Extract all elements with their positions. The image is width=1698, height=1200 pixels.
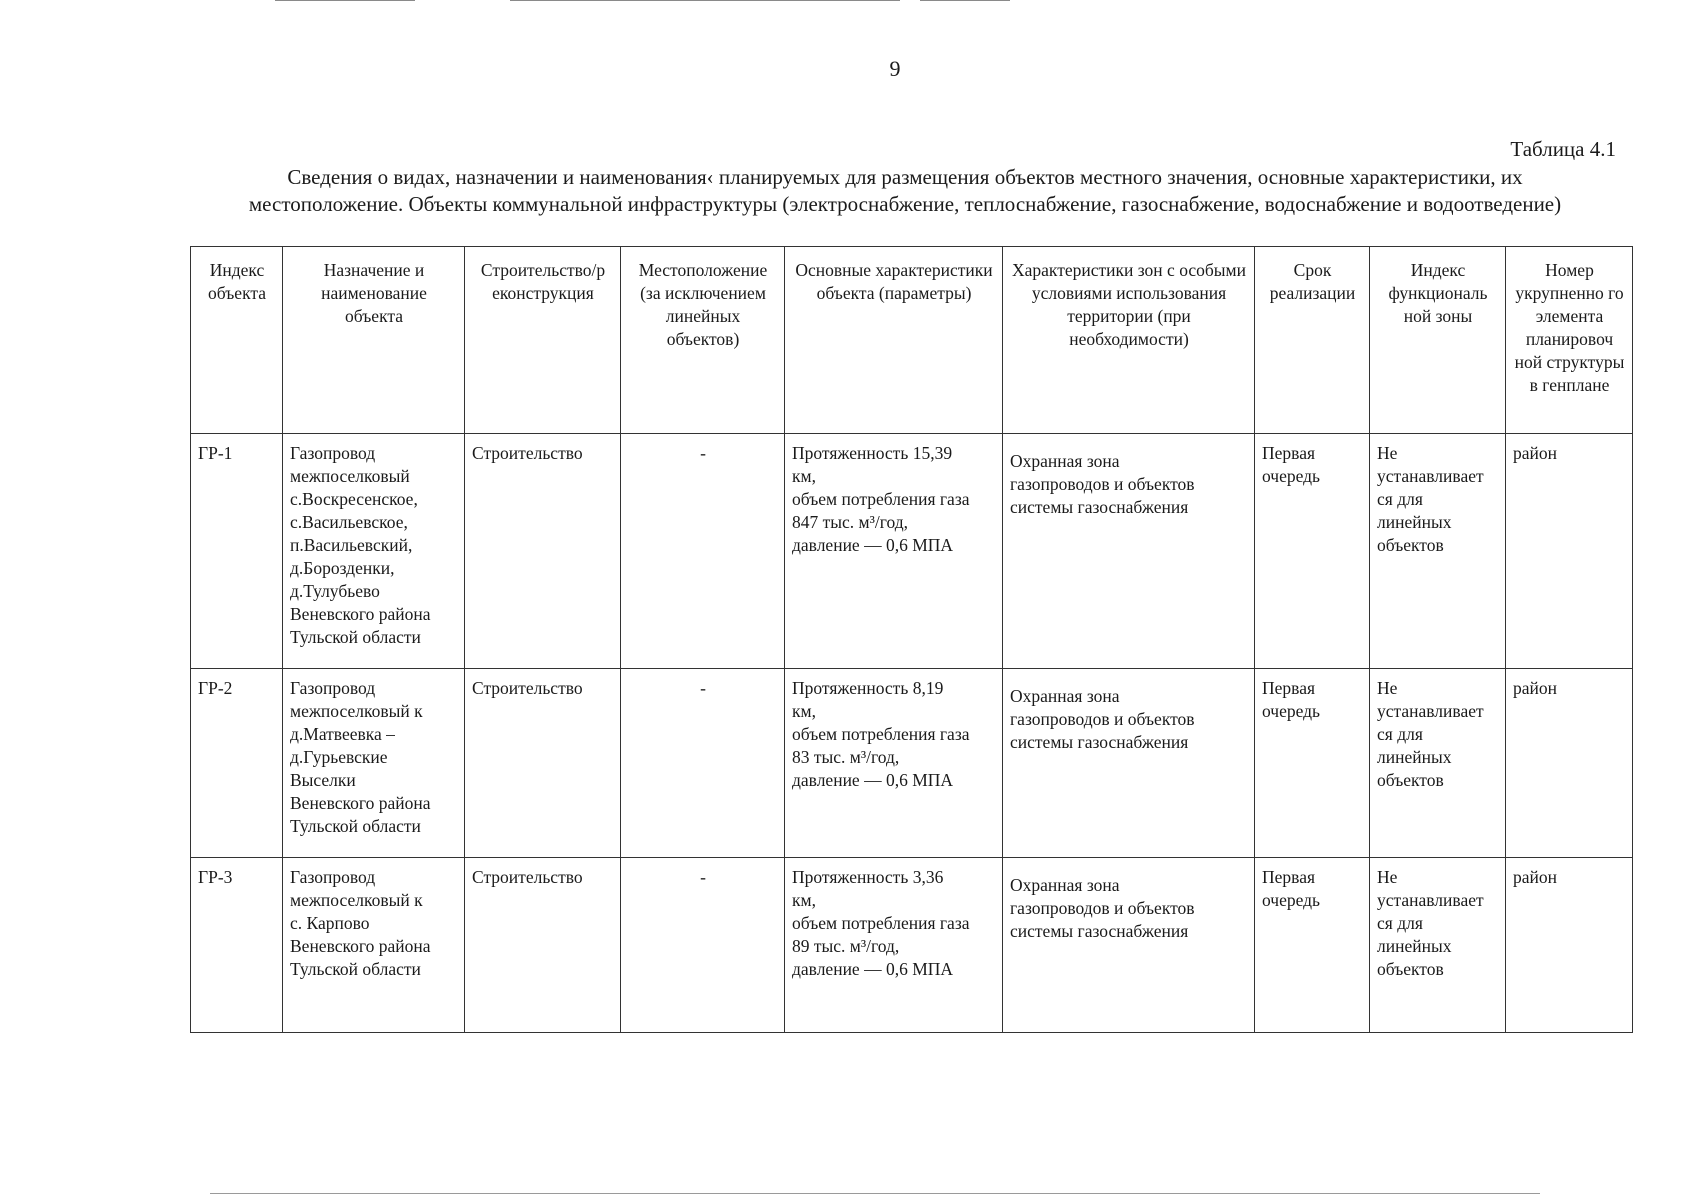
cell-construction: Строительство [465,434,621,669]
cell-construction: Строительство [465,669,621,858]
cell-term: Первая очередь [1255,858,1370,1033]
header-name: Назначение и наименование объекта [283,247,465,434]
table-title: Сведения о видах, назначении и наименования‹ планируемых для размещения объектов местного значения, основные характеристики, их местоположение. Объекты коммунальной инфраструктуры (электроснабжение, теплоснабжение, газоснабжение, водоснабжение и водоотведение) [248,165,1562,216]
scan-artifact-line [510,0,900,1]
table-header-row [191,247,1633,434]
cell-name: Газопровод межпоселковый к д.Матвеевка – д.Гурьевские Выселки Веневского района Тульской области [283,669,465,858]
cell-structure-number: район [1506,434,1633,669]
cell-zones: Охранная зона газопроводов и объектов системы газоснабжения [1003,434,1255,669]
cell-functional-zone: Не устанавливает ся для линейных объектов [1370,669,1506,858]
header-characteristics: Основные характеристики объекта (параметры) [785,247,1003,434]
table-row [191,858,1633,1033]
table-row [191,434,1633,669]
cell-zones: Охранная зона газопроводов и объектов системы газоснабжения [1003,669,1255,858]
cell-name: Газопровод межпоселковый с.Воскресенское, с.Васильевское, п.Васильевский, д.Борозденки, д.Тулубьево Веневского района Тульской области [283,434,465,669]
table-row [191,669,1633,858]
scan-artifact-line [920,0,1010,1]
cell-location: - [621,669,785,858]
cell-zones: Охранная зона газопроводов и объектов системы газоснабжения [1003,858,1255,1033]
cell-index: ГР-2 [191,669,283,858]
cell-location: - [621,434,785,669]
cell-name: Газопровод межпоселковый к с. Карпово Веневского района Тульской области [283,858,465,1033]
scan-artifact-line [275,0,415,1]
header-index: Индекс объекта [191,247,283,434]
table-caption: Таблица 4.1 [1510,137,1616,161]
data-table [190,246,1633,1033]
cell-term: Первая очередь [1255,669,1370,858]
header-construction: Строительство/р еконструкция [465,247,621,434]
cell-location: - [621,858,785,1033]
cell-functional-zone: Не устанавливает ся для линейных объектов [1370,858,1506,1033]
cell-characteristics: Протяженность 15,39 км, объем потребления газа 847 тыс. м³/год, давление — 0,6 МПА [785,434,1003,669]
cell-characteristics: Протяженность 8,19 км, объем потребления газа 83 тыс. м³/год, давление — 0,6 МПА [785,669,1003,858]
cell-construction: Строительство [465,858,621,1033]
header-structure-number: Номер укрупненно го элемента планировоч ной структуры в генплане [1506,247,1633,434]
scan-artifact-line [210,1193,1540,1194]
cell-characteristics: Протяженность 3,36 км, объем потребления газа 89 тыс. м³/год, давление — 0,6 МПА [785,858,1003,1033]
cell-structure-number: район [1506,669,1633,858]
page-number: 9 [889,56,901,81]
cell-structure-number: район [1506,858,1633,1033]
cell-index: ГР-1 [191,434,283,669]
cell-functional-zone: Не устанавливает ся для линейных объектов [1370,434,1506,669]
cell-term: Первая очередь [1255,434,1370,669]
header-location: Местоположение (за исключением линейных объектов) [621,247,785,434]
header-term: Срок реализации [1255,247,1370,434]
header-zones: Характеристики зон с особыми условиями использования территории (при необходимости) [1003,247,1255,434]
cell-index: ГР-3 [191,858,283,1033]
header-functional-zone: Индекс функциональ ной зоны [1370,247,1506,434]
